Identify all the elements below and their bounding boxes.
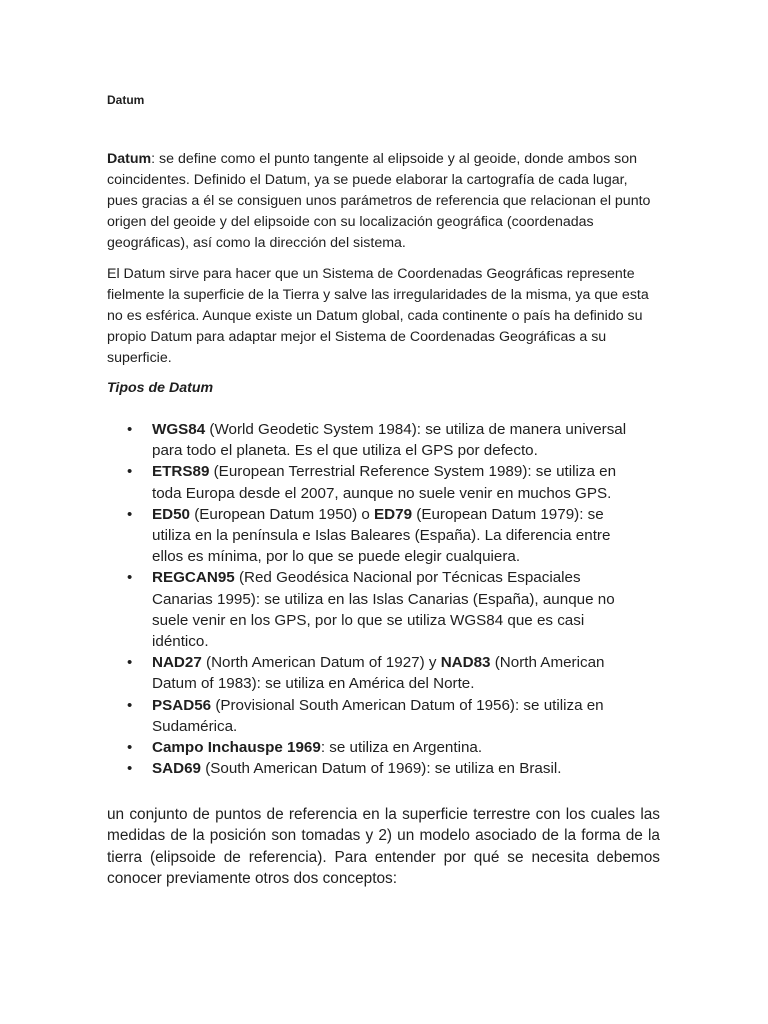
datum-name: WGS84: [152, 421, 206, 438]
list-item: [107, 652, 627, 694]
datum-description: (Provisional South American Datum of 1956): se utiliza en Sudamérica.: [152, 696, 604, 735]
definition-text: : se define como el punto tangente al elipsoide y al geoide, donde ambos son coincidentes. Definido el Datum, ya se puede elaborar la cartografía de cada lugar, pues gracias a él se consiguen unos parámetros de referencia que relacionan el punto origen del geoide y del elipsoide con su localización geográfica (coordenadas geográficas), así como la dirección del sistema.: [107, 151, 651, 251]
datum-name: PSAD56: [152, 696, 212, 714]
list-item: [107, 504, 627, 568]
definition-paragraph: [107, 149, 662, 254]
datum-description: : se utiliza en Argentina.: [320, 739, 483, 757]
list-item: [107, 419, 627, 461]
datum-description-secondary: (European Datum 1979): se utiliza en la península e Islas Baleares (España). La diferencia entre ellos es mínima, por lo que se puede elegir cualquiera.: [152, 505, 611, 566]
datum-description: (North American Datum of 1927) y: [201, 654, 441, 672]
list-item: [107, 461, 627, 503]
datum-name: REGCAN95: [152, 569, 235, 587]
purpose-paragraph: El Datum sirve para hacer que un Sistema de Coordenadas Geográficas represente fielmente la superficie de la Tierra y salve las irregularidades de la misma, ya que esta no es esférica. Aunque existe un Datum global, cada continente o país ha definido su propio Datum para adaptar mejor el Sistema de Coordenadas Geográficas a su superficie.: [107, 266, 649, 366]
list-item: [107, 695, 627, 737]
list-item: [107, 758, 627, 779]
datum-description: (South American Datum of 1969): se utiliza en Brasil.: [200, 760, 562, 778]
datum-name: ED50: [152, 505, 190, 523]
datum-name: ETRS89: [152, 463, 210, 481]
list-item: [107, 567, 627, 652]
datum-description: (European Datum 1950) o: [190, 505, 375, 523]
datum-description-secondary: (North American Datum of 1983): se utiliza en América del Norte.: [152, 654, 605, 693]
list-item: [107, 737, 627, 758]
datum-types-list: [107, 419, 627, 779]
datum-description: (Red Geodésica Nacional por Técnicas Espaciales Canarias 1995): se utiliza en las Islas Canarias (España), aunque no suele venir en los GPS, por lo que se utiliza WGS84 que es casi idéntico.: [152, 569, 615, 651]
definition-term: Datum: [107, 151, 152, 167]
datum-name: SAD69: [152, 760, 201, 778]
datum-name-secondary: NAD83: [440, 654, 491, 672]
document-title: Datum: [107, 93, 145, 107]
datum-name: Campo Inchauspe 1969: [152, 739, 321, 757]
datum-description: (World Geodetic System 1984): se utiliza de manera universal para todo el planeta. Es el que utiliza el GPS por defecto.: [152, 421, 627, 460]
datum-description: (European Terrestrial Reference System 1989): se utiliza en toda Europa desde el 2007, aunque no suele venir en muchos GPS.: [152, 463, 617, 502]
closing-paragraph: un conjunto de puntos de referencia en la superficie terrestre con los cuales las medidas de la posición son tomadas y 2) un modelo asociado de la forma de la tierra (elipsoide de referencia). Para entender por qué se necesita debemos conocer previamente otros dos conceptos:: [107, 806, 660, 887]
datum-name-secondary: ED79: [374, 505, 413, 523]
types-heading: Tipos de Datum: [107, 380, 214, 396]
datum-name: NAD27: [152, 654, 202, 672]
